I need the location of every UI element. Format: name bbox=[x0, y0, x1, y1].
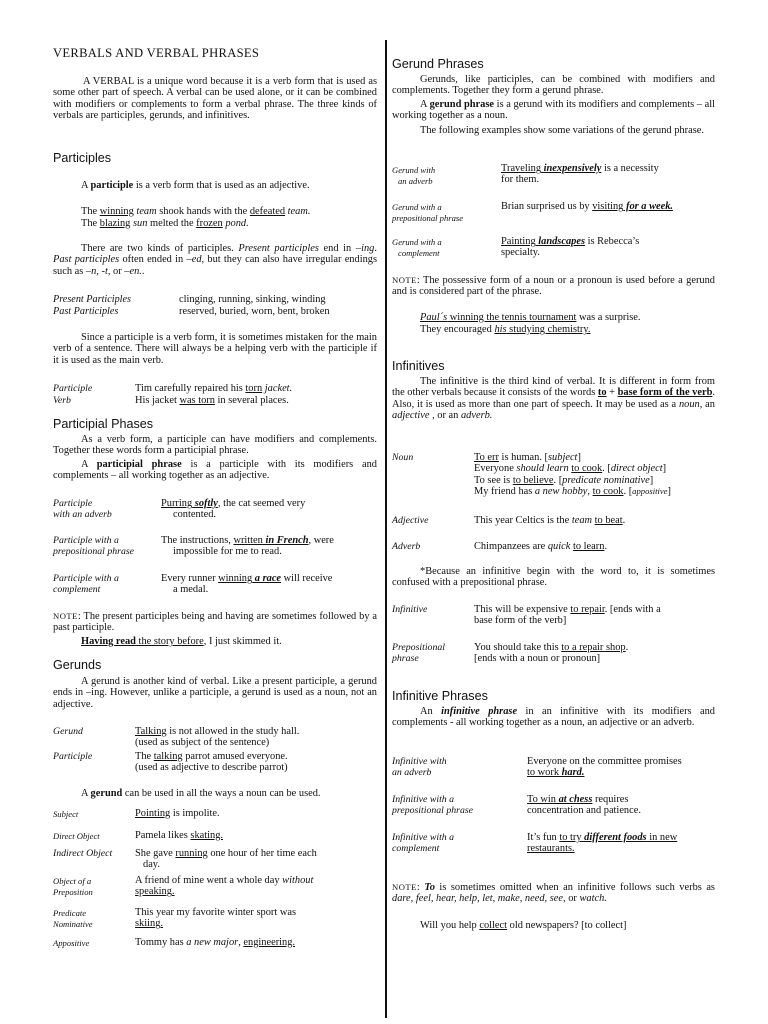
participle-definition: A participle is a verb form that is used as an adjective. bbox=[81, 180, 310, 191]
gp-example-1-label: Gerund with an adverb bbox=[392, 165, 436, 186]
intro-paragraph: A VERBAL is a unique word because it is a verb form that is used as some other part of speech. A verbal can be used alone, or it can be combined with modifiers or complements to form a verbal phrase. The three kinds of verbals are participles, gerunds, and infinitives. bbox=[53, 76, 377, 122]
participle-vs-verb-2: His jacket was torn in several places. bbox=[135, 395, 289, 406]
infinitive-phrases-paragraph: An infinitive phrase in an infinitive with its modifiers and complements - all working together as a noun, an adjective or an adverb. bbox=[392, 706, 715, 729]
gerunds-heading: Gerunds bbox=[53, 658, 102, 672]
pp-example-3: Every runner winning a race will receive a medal. bbox=[161, 573, 333, 596]
adverb-example: Chimpanzees are quick to learn. bbox=[474, 541, 608, 552]
gp-example-3-label: Gerund with a complement bbox=[392, 237, 442, 258]
note-1-example: Having read the story before, I just skimmed it. bbox=[81, 636, 282, 647]
gerund-phrases-p3: The following examples show some variations of the gerund phrase. bbox=[420, 125, 704, 136]
gp-example-2: Brian surprised us by visiting for a week. bbox=[501, 201, 674, 212]
gerund-example: Talking is not allowed in the study hall. (used as subject of the sentence) bbox=[135, 726, 300, 749]
adjective-example: This year Celtics is the team to beat. bbox=[474, 515, 626, 526]
predicate-nominative-label: Predicate Nominative bbox=[53, 908, 93, 929]
verb-label: Verb bbox=[53, 395, 71, 406]
infinitives-heading: Infinitives bbox=[392, 359, 445, 373]
infinitive-phrases-heading: Infinitive Phrases bbox=[392, 689, 488, 703]
participial-phrases-p1: As a verb form, a participle can have modifiers and complements. Together these words form a participial phrase. bbox=[53, 434, 377, 457]
gp-example-2-label: Gerund with a prepositional phrase bbox=[392, 202, 464, 223]
because-paragraph: *Because an infinitive begin with the word to, it is sometimes confused with a prepositional phrase. bbox=[392, 566, 715, 589]
prepositional-phrase-label: Prepositional phrase bbox=[392, 642, 445, 664]
use-object-of-preposition: A friend of mine went a whole day without speaking. bbox=[135, 875, 314, 898]
indirect-object-label: Indirect Object bbox=[53, 848, 113, 859]
use-indirect-object: She gave running one hour of her time each day. bbox=[135, 848, 317, 871]
gp-example-1: Traveling inexpensively is a necessity for them. bbox=[501, 163, 659, 186]
note-3: NOTE: To is sometimes omitted when an infinitive follows such verbs as dare, feel, hear, help, let, make, need, see, or watch. bbox=[392, 882, 715, 905]
use-appositive: Tommy has a new major, engineering. bbox=[135, 937, 296, 948]
pp-example-1: Purring softly, the cat seemed very contented. bbox=[161, 498, 306, 521]
prepositional-phrase-example: You should take this to a repair shop. [ends with a noun or pronoun] bbox=[474, 642, 629, 665]
gerund-uses: A gerund can be used in all the ways a noun can be used. bbox=[81, 788, 321, 799]
participle-example: The talking parrot amused everyone. (used as adjective to describe parrot) bbox=[135, 751, 288, 774]
pp-example-1-label: Participle with an adverb bbox=[53, 498, 112, 520]
direct-object-label: Direct Object bbox=[53, 831, 100, 841]
subject-label: Subject bbox=[53, 809, 79, 819]
adverb-label: Adverb bbox=[392, 541, 421, 552]
use-predicate-nominative: This year my favorite winter sport was skiing. bbox=[135, 907, 297, 930]
note-2: NOTE: The possessive form of a noun or a pronoun is used before a gerund and is considered part of the phrase. bbox=[392, 275, 715, 298]
note-1: NOTE: The present participles being and having are sometimes followed by a past participle. bbox=[53, 611, 377, 634]
participle-label-2: Participle bbox=[53, 751, 93, 762]
participle-example-1: The winning team shook hands with the defeated team. bbox=[81, 206, 311, 217]
participial-phrases-heading: Participial Phases bbox=[53, 417, 154, 431]
participle-vs-verb-1: Tim carefully repaired his torn jacket. bbox=[135, 383, 293, 394]
participial-phrases-p2: A participial phrase is a participle with its modifiers and complements – all working together as an adjective. bbox=[53, 459, 377, 482]
noun-label: Noun bbox=[392, 452, 414, 463]
page-title: VERBALS AND VERBAL PHRASES bbox=[53, 46, 260, 60]
present-participles-value: clinging, running, sinking, winding bbox=[179, 294, 326, 305]
object-of-preposition-label: Object of a Preposition bbox=[53, 876, 93, 897]
ip-example-1: Everyone on the committee promises to work hard. bbox=[527, 756, 682, 779]
two-kinds-paragraph: There are two kinds of participles. Present participles end in –ing. Past participles often ended in –ed, but they can also have irregular endings such as –n, -t, or –en.. bbox=[53, 243, 378, 277]
pp-example-2: The instructions, written in French, were impossible for me to read. bbox=[161, 535, 334, 558]
pp-example-2-label: Participle with a prepositional phrase bbox=[53, 535, 135, 557]
gerund-phrases-heading: Gerund Phrases bbox=[392, 57, 484, 71]
past-participles-label: Past Participles bbox=[53, 306, 119, 317]
gerund-phrases-p2: A gerund phrase is a gerund with its modifiers and complements – all working together as a noun. bbox=[392, 99, 716, 122]
present-participles-label: Present Participles bbox=[53, 294, 131, 305]
gerund-label: Gerund bbox=[53, 726, 83, 737]
adjective-label: Adjective bbox=[392, 515, 429, 526]
participles-heading: Participles bbox=[53, 151, 112, 165]
ip-example-2-label: Infinitive with a prepositional phrase bbox=[392, 794, 474, 816]
ip-example-3: It’s fun to try different foods in new restaurants. bbox=[527, 832, 678, 855]
since-paragraph: Since a participle is a verb form, it is sometimes mistaken for the main verb of a sentence. There will always be a helping verb with the participle if it is used as the main verb. bbox=[53, 332, 377, 366]
use-direct-object: Pamela likes skating. bbox=[135, 830, 224, 841]
gp-example-3: Painting landscapes is Rebecca’s specialty. bbox=[501, 236, 640, 259]
participle-label: Participle bbox=[53, 383, 93, 394]
noun-examples: To err is human. [subject] Everyone should learn to cook. [direct object] To see is to believe. [predicate nominative] My friend has a new hobby, to cook. [appositive] bbox=[474, 452, 671, 498]
note-2-example-1: Paul´s winning the tennis tournament was a surprise. bbox=[420, 312, 641, 323]
participle-example-2: The blazing sun melted the frozen pond. bbox=[81, 218, 249, 229]
gerund-phrases-p1: Gerunds, like participles, can be combined with modifiers and complements. Together they form a gerund phrase. bbox=[392, 74, 715, 97]
use-subject: Pointing is impolite. bbox=[135, 808, 220, 819]
infinitives-paragraph: The infinitive is the third kind of verbal. It is different in form from the other verbals because it consists of the words to + base form of the verb. Also, it is used as more than one part of speech. It may be used as a noun, an adjective , or an adverb. bbox=[392, 376, 715, 422]
note-2-example-2: They encouraged his studying chemistry. bbox=[420, 324, 591, 335]
infinitive-example: This will be expensive to repair. [ends with a base form of the verb] bbox=[474, 604, 661, 627]
ip-example-2: To win at chess requires concentration and patience. bbox=[527, 794, 641, 817]
infinitive-label: Infinitive bbox=[392, 604, 428, 615]
ip-example-1-label: Infinitive with an adverb bbox=[392, 756, 447, 778]
final-example: Will you help collect old newspapers? [to collect] bbox=[420, 920, 627, 931]
appositive-label: Appositive bbox=[53, 938, 90, 948]
ip-example-3-label: Infinitive with a complement bbox=[392, 832, 455, 854]
pp-example-3-label: Participle with a complement bbox=[53, 573, 119, 595]
column-divider bbox=[385, 40, 387, 1018]
past-participles-value: reserved, buried, worn, bent, broken bbox=[179, 306, 330, 317]
gerunds-paragraph: A gerund is another kind of verbal. Like a present participle, a gerund ends in –ing. However, unlike a participle, a gerund is used as a noun, not an adjective. bbox=[53, 676, 377, 710]
